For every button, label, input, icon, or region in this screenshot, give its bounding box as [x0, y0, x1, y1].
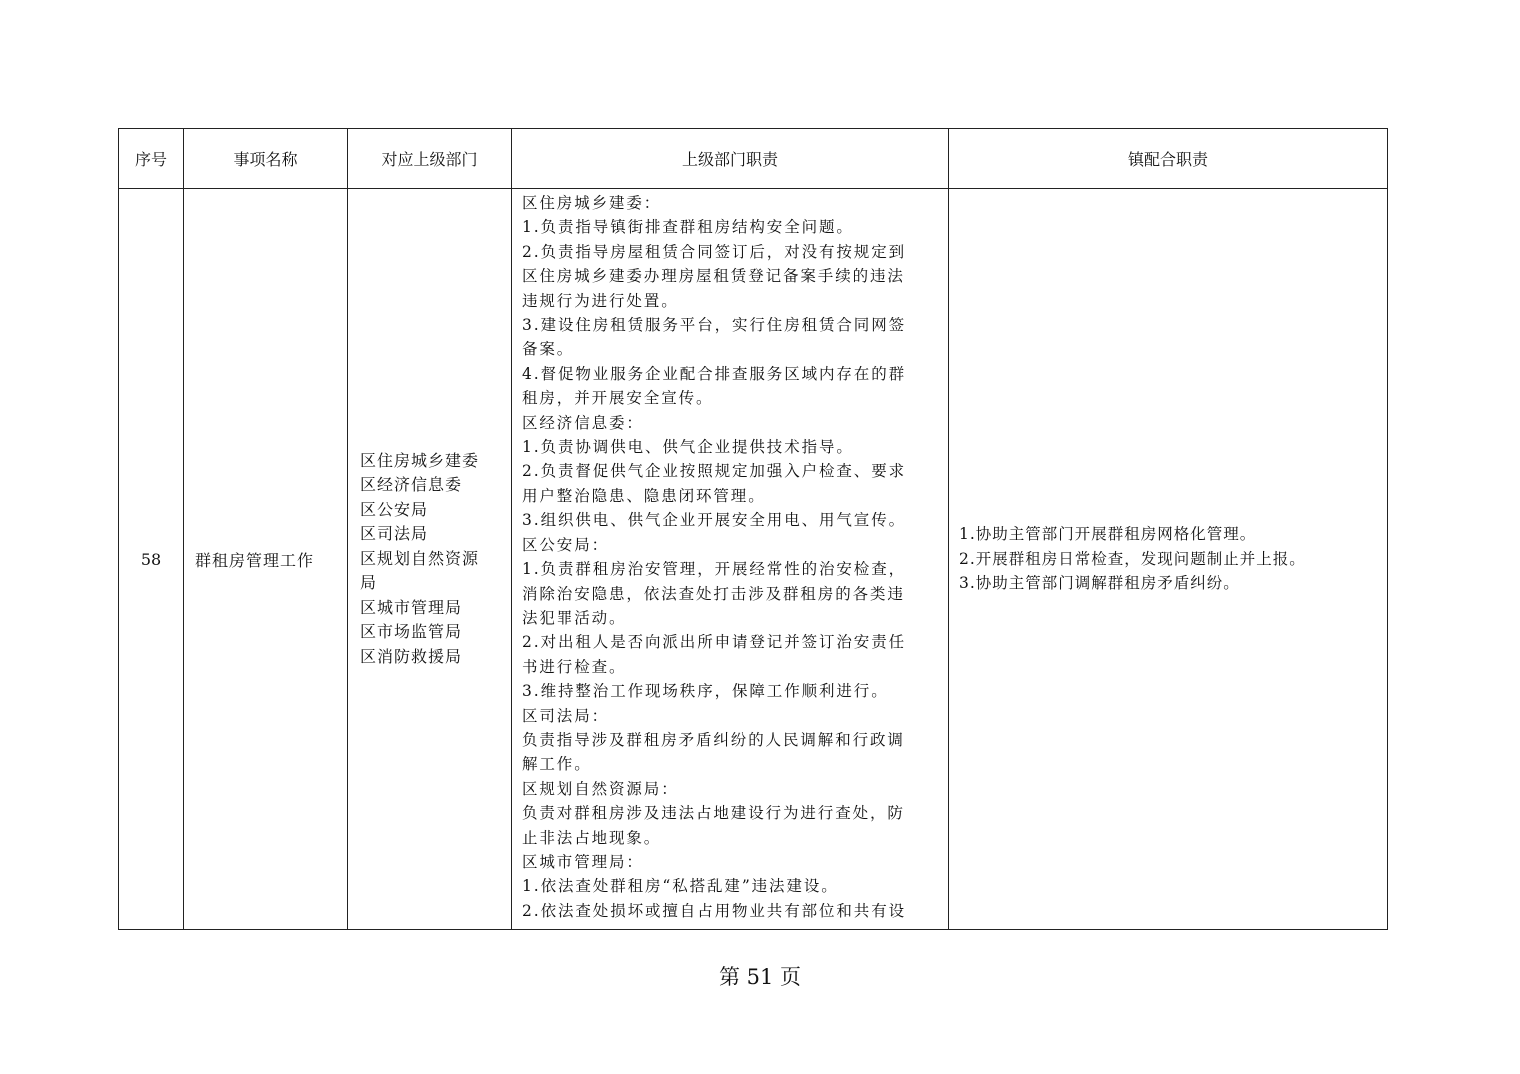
department-line: 局 [360, 573, 378, 593]
superior-duty-line: 区城市管理局： [522, 852, 644, 871]
superior-duty-line: 止非法占地现象。 [522, 828, 662, 847]
duty-table [118, 128, 1388, 930]
superior-duty-line: 1.负责协调供电、供气企业提供技术指导。 [522, 438, 854, 457]
department-line: 区住房城乡建委 [360, 450, 480, 470]
superior-duty-line: 区住房城乡建委办理房屋租赁登记备案手续的违法 [522, 267, 905, 286]
superior-duty-line: 法犯罪活动。 [522, 608, 627, 627]
superior-duty-line: 2.负责指导房屋租赁合同签订后，对没有按规定到 [522, 242, 906, 261]
header-superior-duties: 上级部门职责 [512, 129, 949, 189]
row-seq: 58 [119, 189, 184, 930]
town-duties-list [959, 522, 1387, 596]
department-line: 区规划自然资源 [360, 548, 480, 568]
superior-duty-line: 区公安局： [522, 535, 610, 554]
superior-duty-line: 负责指导涉及群租房矛盾纠纷的人民调解和行政调 [522, 730, 905, 749]
header-item-name: 事项名称 [184, 129, 348, 189]
superior-duty-line: 书进行检查。 [522, 657, 627, 676]
table-header-row [119, 129, 1388, 189]
row-item-name: 群租房管理工作 [184, 189, 348, 930]
superior-duty-line: 3.维持整治工作现场秩序，保障工作顺利进行。 [522, 682, 889, 701]
superior-duty-line: 备案。 [522, 340, 575, 359]
department-line: 区司法局 [360, 524, 429, 544]
superior-duty-line: 4.督促物业服务企业配合排查服务区域内存在的群 [522, 364, 906, 383]
table-row [119, 189, 1388, 930]
superior-duty-line: 用户整治隐患、隐患闭环管理。 [522, 486, 766, 505]
superior-duty-line: 违规行为进行处置。 [522, 291, 679, 310]
row-superior-duties [512, 189, 949, 930]
superior-duty-line: 2.依法查处损坏或擅自占用物业共有部位和共有设 [522, 901, 906, 920]
header-departments: 对应上级部门 [348, 129, 512, 189]
town-duty-line: 2.开展群租房日常检查，发现问题制止并上报。 [959, 549, 1306, 568]
town-duty-line: 3.协助主管部门调解群租房矛盾纠纷。 [959, 574, 1240, 593]
superior-duty-line: 区经济信息委： [522, 413, 644, 432]
superior-duty-line: 区司法局： [522, 706, 610, 725]
department-line: 区城市管理局 [360, 597, 463, 617]
superior-duties-list [522, 191, 940, 927]
superior-duty-line: 2.负责督促供气企业按照规定加强入户检查、要求 [522, 462, 906, 481]
superior-duty-line: 2.对出租人是否向派出所申请登记并签订治安责任 [522, 633, 906, 652]
superior-duty-line: 3.建设住房租赁服务平台，实行住房租赁合同网签 [522, 316, 906, 335]
superior-duty-line: 1.依法查处群租房“私搭乱建”违法建设。 [522, 877, 839, 896]
row-town-duties [949, 189, 1388, 930]
superior-duty-line: 区住房城乡建委： [522, 194, 662, 212]
header-town-duties: 镇配合职责 [949, 129, 1388, 189]
superior-duty-line: 消除治安隐患，依法查处打击涉及群租房的各类违 [522, 584, 905, 603]
department-line: 区经济信息委 [360, 475, 463, 495]
department-list [360, 449, 511, 670]
department-line: 区消防救援局 [360, 646, 463, 666]
page-number: 第 51 页 [718, 965, 802, 989]
superior-duty-line: 负责对群租房涉及违法占地建设行为进行查处，防 [522, 804, 905, 823]
superior-duty-line: 1.负责指导镇街排查群租房结构安全问题。 [522, 218, 854, 237]
header-seq: 序号 [119, 129, 184, 189]
superior-duty-line: 3.组织供电、供气企业开展安全用电、用气宣传。 [522, 511, 906, 530]
superior-duty-line: 解工作。 [522, 755, 592, 774]
superior-duty-line: 租房，并开展安全宣传。 [522, 389, 714, 408]
superior-duty-line: 区规划自然资源局： [522, 779, 679, 798]
superior-duty-line: 1.负责群租房治安管理，开展经常性的治安检查， [522, 560, 906, 579]
department-line: 区公安局 [360, 499, 429, 519]
town-duty-line: 1.协助主管部门开展群租房网格化管理。 [959, 525, 1257, 544]
row-departments [348, 189, 512, 930]
department-line: 区市场监管局 [360, 622, 463, 642]
